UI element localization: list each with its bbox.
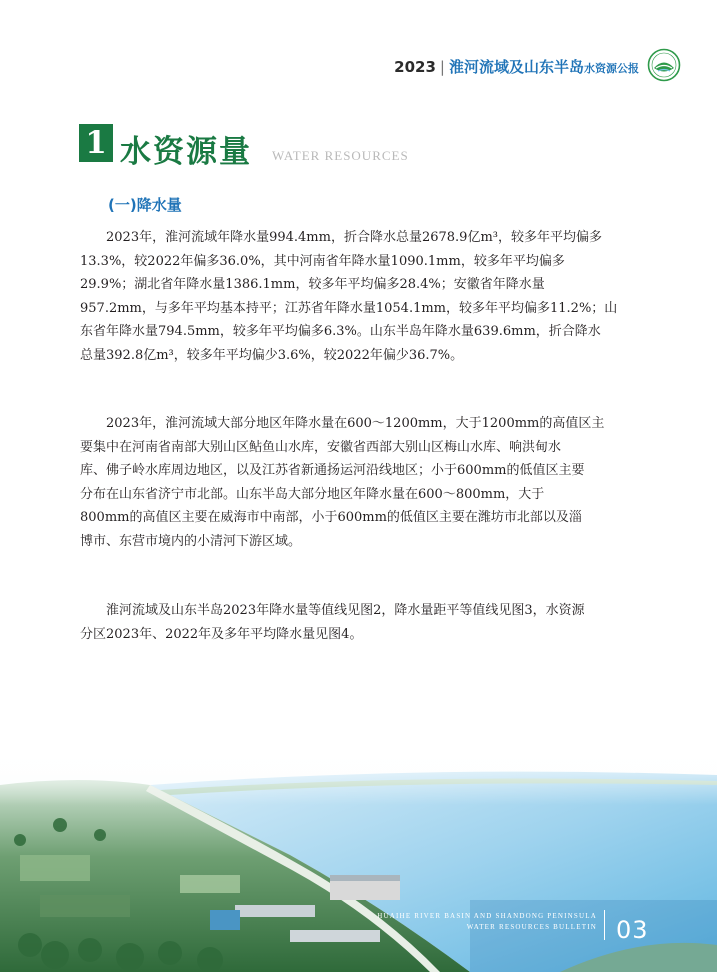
text-line: 要集中在河南省南部大别山区鲇鱼山水库，安徽省西部大别山区梅山水库、响洪甸水 <box>80 439 562 455</box>
text-line: 2023年，淮河流域大部分地区年降水量在600～1200mm，大于1200mm的高值区主 <box>106 416 605 431</box>
text-line: 分布在山东省济宁市北部。山东半岛大部分地区年降水量在600～800mm，大于 <box>80 486 545 502</box>
text-line: 29.9%；湖北省年降水量1386.1mm，较多年平均偏多28.4%；安徽省年降水量 <box>80 277 545 293</box>
footer-line-2: WATER RESOURCES BULLETIN <box>466 923 597 931</box>
text-line: 800mm的高值区主要在威海市中南部，小于600mm的低值区主要在潍坊市北部以及淄 <box>80 510 582 526</box>
header-year: 2023 <box>394 58 436 76</box>
header-subtitle: 水资源公报 <box>584 62 639 75</box>
chapter-title: 水资源量 <box>120 134 252 170</box>
paragraph-1 <box>80 226 645 368</box>
text-line: 淮河流域及山东半岛2023年降水量等值线见图2，降水量距平等值线见图3，水资源 <box>106 603 585 618</box>
footer-divider <box>604 910 605 940</box>
water-resources-logo-icon <box>647 48 681 82</box>
footer-bulletin-name <box>377 911 597 933</box>
reservoir-landscape-image <box>0 745 717 972</box>
text-line: 2023年，淮河流域年降水量994.4mm，折合降水总量2678.9亿m³，较多年平均偏多 <box>106 230 602 245</box>
text-line: 957.2mm，与多年平均基本持平；江苏省年降水量1054.1mm，较多年平均偏多11.2%；山 <box>80 300 618 316</box>
text-line: 库、佛子岭水库周边地区，以及江苏省新通扬运河沿线地区；小于600mm的低值区主要 <box>80 463 585 479</box>
text-line: 13.3%，较2022年偏多36.0%，其中河南省年降水量1090.1mm，较多年平均偏多 <box>80 253 565 269</box>
paragraph-2 <box>80 412 645 554</box>
page-number: 03 <box>616 916 649 944</box>
text-line: 博市、东营市境内的小清河下游区域。 <box>80 533 302 549</box>
section-title: (一)降水量 <box>108 196 182 214</box>
header-separator: | <box>439 58 445 76</box>
chapter-number: 1 <box>79 124 113 162</box>
text-line: 分区2023年、2022年及多年平均降水量见图4。 <box>80 626 363 642</box>
text-line: 总量392.8亿m³，较多年平均偏少3.6%，较2022年偏少36.7%。 <box>80 347 464 363</box>
header-title: 淮河流域及山东半岛 <box>448 58 584 76</box>
running-header <box>394 56 639 80</box>
footer-line-1: HUAIHE RIVER BASIN AND SHANDONG PENINSULA <box>377 912 597 920</box>
paragraph-3 <box>80 599 645 646</box>
text-line: 东省年降水量794.5mm，较多年平均偏多6.3%。山东半岛年降水量639.6mm，折合降水 <box>80 324 601 340</box>
chapter-title-en: WATER RESOURCES <box>272 148 409 163</box>
